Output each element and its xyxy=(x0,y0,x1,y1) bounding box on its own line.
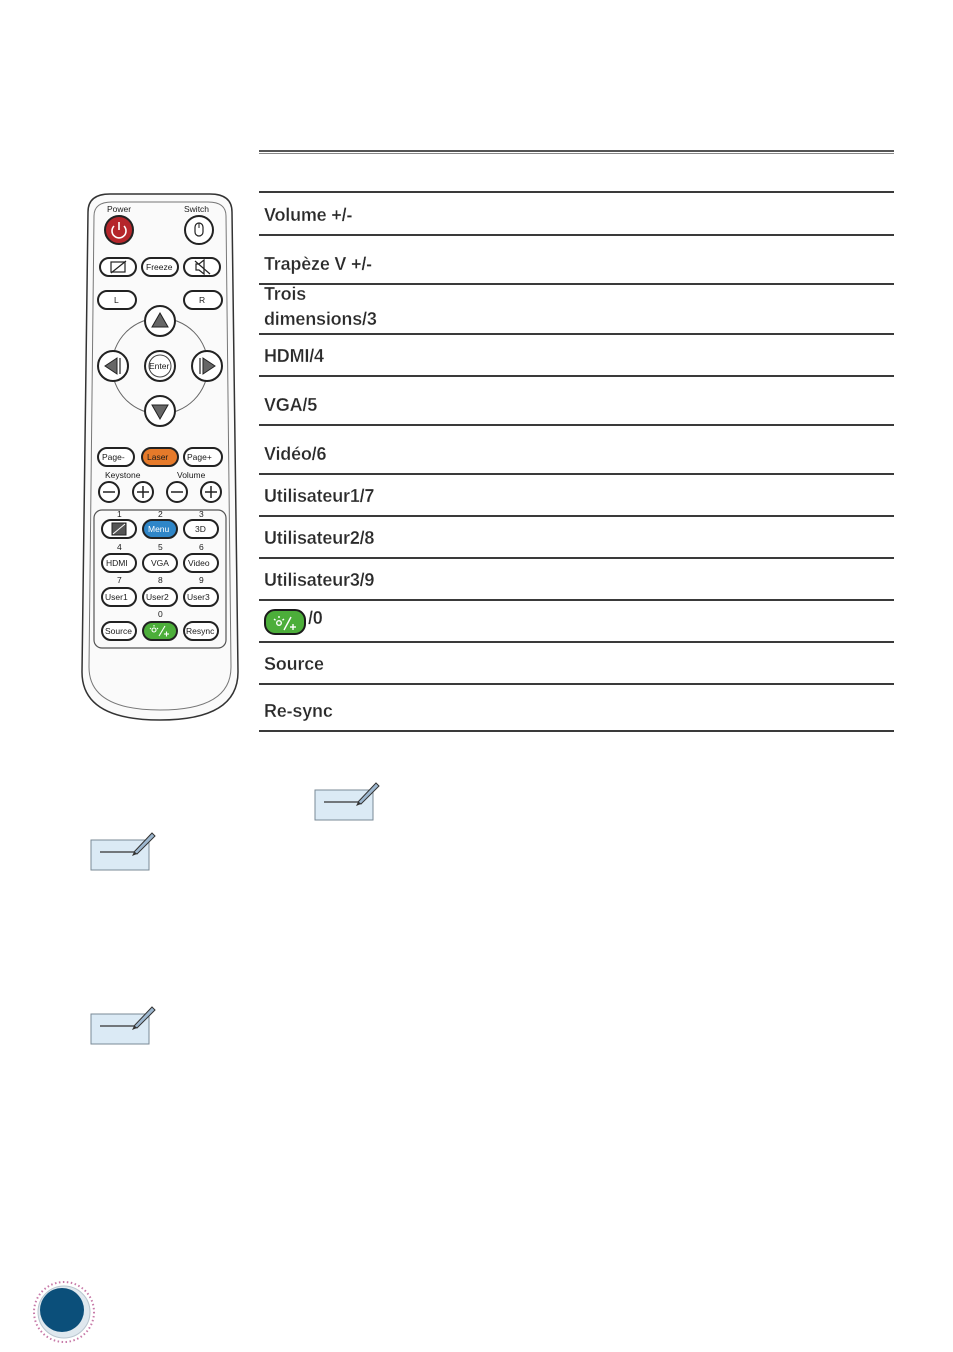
n1-label: 1 xyxy=(117,509,122,519)
enter-label: Enter xyxy=(149,361,170,371)
vga-label: VGA xyxy=(151,558,169,568)
three-d-label: 3D xyxy=(195,524,206,534)
row-label: Vidéo/6 xyxy=(264,444,327,464)
n9-label: 9 xyxy=(199,575,204,585)
table-row xyxy=(259,641,894,683)
aspect-icon xyxy=(112,523,126,535)
table-row xyxy=(259,515,894,557)
row-label-line1: Trois xyxy=(264,284,307,304)
freeze-label: Freeze xyxy=(146,262,173,272)
row-label xyxy=(264,606,323,635)
table-row xyxy=(259,599,894,641)
table-row xyxy=(259,424,894,473)
n6-label: 6 xyxy=(199,542,204,552)
row-label xyxy=(264,282,377,332)
table-row xyxy=(259,283,894,333)
table-row xyxy=(259,234,894,283)
n3-label: 3 xyxy=(199,509,204,519)
n0-label: 0 xyxy=(158,609,163,619)
note-icon xyxy=(90,1004,156,1046)
user3-label: User3 xyxy=(187,592,210,602)
table-row xyxy=(259,333,894,375)
brightness-mode-icon xyxy=(264,609,306,635)
page-plus-label: Page+ xyxy=(187,452,212,462)
header-rule xyxy=(259,150,894,154)
switch-label: Switch xyxy=(184,204,210,214)
row-label: Trapèze V +/- xyxy=(264,254,372,274)
switch-button xyxy=(185,216,213,244)
function-table xyxy=(259,191,894,732)
page-minus-label: Page- xyxy=(102,452,125,462)
n4-label: 4 xyxy=(117,542,122,552)
row-label-line2: dimensions/3 xyxy=(264,309,377,329)
remote-control-illustration xyxy=(80,192,240,722)
note-icon xyxy=(314,780,380,822)
n5-label: 5 xyxy=(158,542,163,552)
row-label: HDMI/4 xyxy=(264,346,324,366)
volume-label: Volume xyxy=(177,470,206,480)
r-label: R xyxy=(199,295,206,305)
row-label: Utilisateur2/8 xyxy=(264,528,375,548)
power-label: Power xyxy=(107,204,132,214)
brightness-mode-button xyxy=(143,622,177,640)
n7-label: 7 xyxy=(117,575,122,585)
user2-label: User2 xyxy=(146,592,169,602)
row-label: Utilisateur1/7 xyxy=(264,486,375,506)
video-label: Video xyxy=(188,558,210,568)
keystone-label: Keystone xyxy=(105,470,141,480)
n8-label: 8 xyxy=(158,575,163,585)
note-icon xyxy=(90,830,156,872)
user1-label: User1 xyxy=(105,592,128,602)
row-label: Re-sync xyxy=(264,701,333,721)
page-number-badge xyxy=(32,1280,96,1344)
row-label: Volume +/- xyxy=(264,205,353,225)
table-row xyxy=(259,683,894,732)
l-label: L xyxy=(114,295,119,305)
table-row xyxy=(259,473,894,515)
table-row xyxy=(259,191,894,234)
resync-label: Resync xyxy=(186,626,215,636)
row-label-text: /0 xyxy=(308,608,323,628)
table-row xyxy=(259,557,894,599)
menu-label: Menu xyxy=(148,524,170,534)
row-label: Source xyxy=(264,654,324,674)
n2-label: 2 xyxy=(158,509,163,519)
row-label: VGA/5 xyxy=(264,395,318,415)
source-label: Source xyxy=(105,626,132,636)
hdmi-label: HDMI xyxy=(106,558,128,568)
laser-label: Laser xyxy=(147,452,169,462)
row-label: Utilisateur3/9 xyxy=(264,570,375,590)
table-row xyxy=(259,375,894,424)
